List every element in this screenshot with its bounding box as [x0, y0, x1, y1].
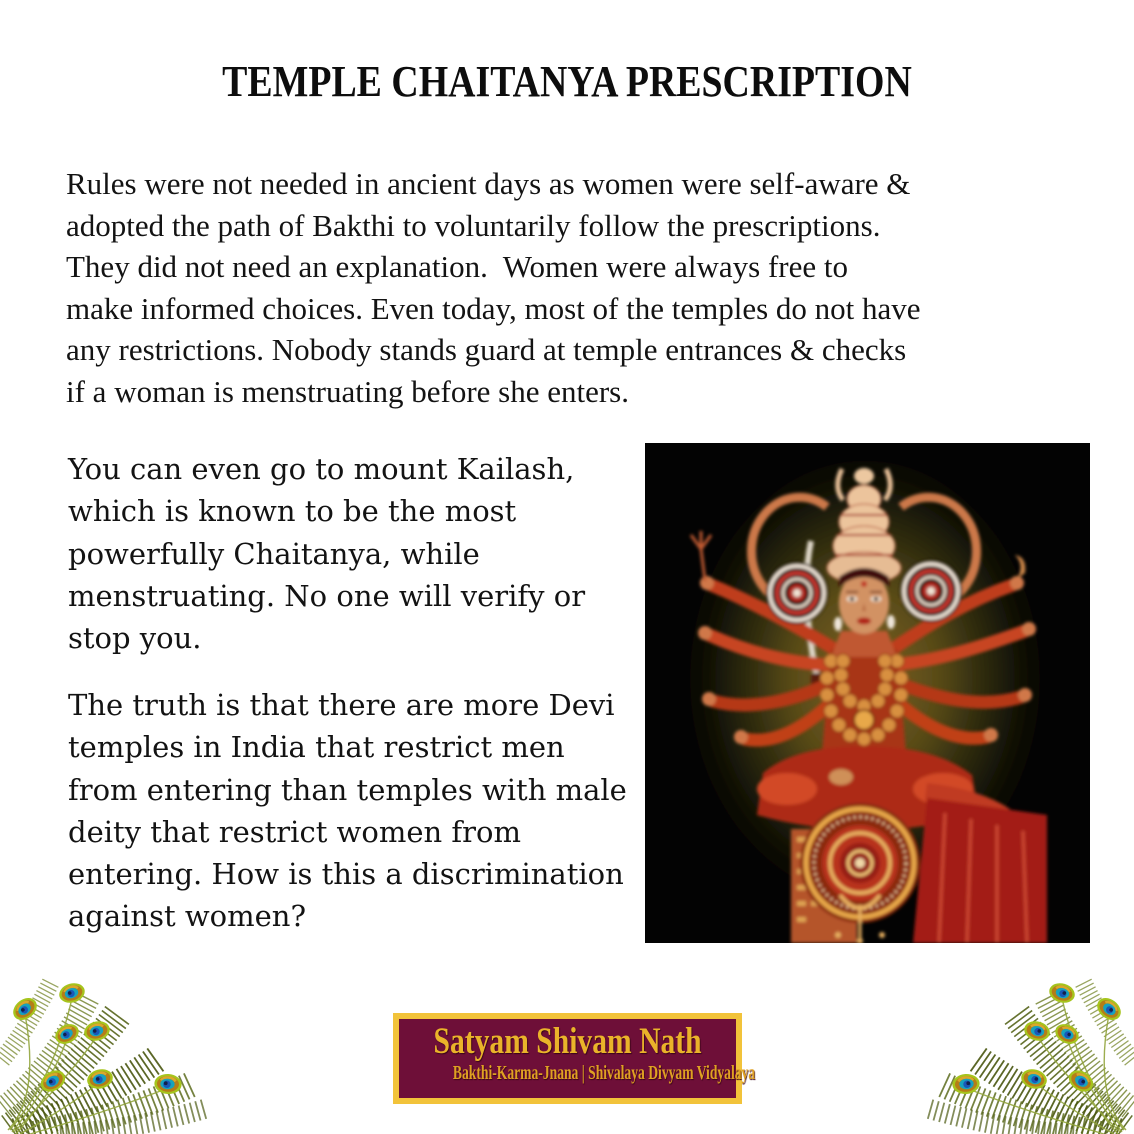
text-line: deity that restrict women from [68, 814, 521, 849]
paragraph-devi-temples [68, 684, 627, 938]
text-line: You can even go to mount Kailash, [68, 452, 575, 486]
paragraph-intro [66, 163, 921, 412]
text-line: powerfully Chaitanya, while [68, 536, 480, 571]
text-line: entering. How is this a discrimination [68, 857, 624, 892]
peacock-feathers-left-icon [0, 956, 238, 1134]
footer-banner [393, 1013, 756, 1104]
text-line: which is known to be the most [68, 494, 517, 529]
text-line: any restrictions. Nobody stands guard at temple entrances & checks [66, 332, 907, 367]
text-line: They did not need an explanation. Women were always free to [66, 249, 848, 284]
paragraph-kailash [68, 448, 585, 659]
text-line: adopted the path of Bakthi to voluntarily follow the prescriptions. [66, 207, 881, 243]
text-line: Rules were not needed in ancient days as women were self-aware & [66, 166, 911, 201]
page-title: TEMPLE CHAITANYA PRESCRIPTION [222, 57, 912, 106]
text-line: stop you. [68, 621, 202, 656]
devi-deity-image [645, 443, 1090, 943]
text-line: make informed choices. Even today, most of the temples do not have [66, 290, 921, 326]
text-line: against women? [68, 899, 307, 934]
text-line: temples in India that restrict men [68, 730, 565, 765]
text-line: menstruating. No one will verify or [68, 578, 586, 613]
banner-title: Satyam Shivam Nath [433, 1021, 702, 1062]
peacock-feathers-right-icon [896, 956, 1134, 1134]
banner-subtitle: Bakthi-Karma-Jnana | Shivalaya Divyam Vidyalaya [452, 1062, 756, 1084]
text-line: The truth is that there are more Devi [68, 688, 615, 722]
text-line: from entering than temples with male [68, 772, 627, 807]
title-row [0, 56, 1134, 107]
text-line: if a woman is menstruating before she enters. [66, 373, 629, 409]
